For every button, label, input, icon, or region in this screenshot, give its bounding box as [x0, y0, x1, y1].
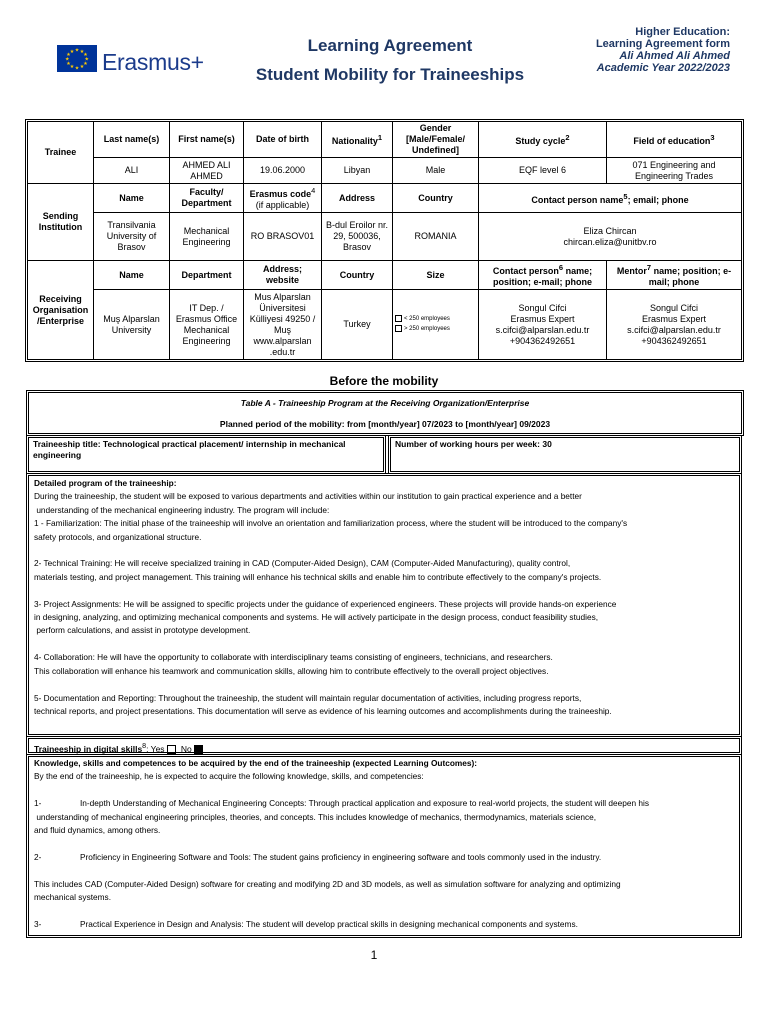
th-last-name: Last name(s) [94, 122, 170, 158]
sending-faculty: Mechanical Engineering [170, 213, 244, 261]
program-line: 4- Collaboration: He will have the opportunity to collaborate with interdisciplinary teams consisting of engineers, technicians, and researchers. [34, 652, 553, 663]
th-sending-name: Name [94, 184, 170, 213]
page-title: Learning Agreement [307, 36, 473, 55]
receiving-country: Turkey [322, 290, 393, 360]
th-receiving-department: Department [170, 261, 244, 290]
th-sending-country: Country [393, 184, 479, 213]
section-heading-before: Before the mobility [329, 374, 439, 388]
page-number: 1 [370, 948, 378, 962]
header-info-line2: Learning Agreement form [595, 38, 730, 50]
digital-skills-label: Traineeship in digital skills [34, 743, 143, 754]
program-line [34, 584, 734, 597]
sending-country: ROMANIA [393, 213, 479, 261]
th-erasmus-code: Erasmus code$^4$ (if applicable) [244, 184, 322, 213]
program-line: technical reports, and project presentations. This documentation will serve as evidence of his learning outcomes and accomplishments during the traineeship. [34, 705, 612, 716]
program-line: materials testing, and project management. This training will enhance his technical skills and enable him to contribute effectively to the company's projects. [34, 571, 602, 582]
program-line [34, 544, 734, 557]
svg-text:★: ★ [83, 52, 88, 58]
svg-text:★: ★ [74, 47, 80, 54]
svg-text:★: ★ [69, 48, 75, 55]
th-date-of-birth: Date of birth [244, 122, 322, 158]
receiving-size [393, 290, 479, 360]
program-line: safety protocols, and organizational structure. [34, 531, 202, 542]
page-subtitle: Student Mobility for Traineeships [255, 65, 525, 84]
program-heading: Detailed program of the traineeship: [34, 478, 177, 488]
th-receiving-name: Name [94, 261, 170, 290]
svg-text:★: ★ [66, 52, 71, 58]
program-line [34, 638, 734, 651]
student-name: Ali Ahmed Ali Ahmed [619, 50, 730, 62]
digital-yes-label: : Yes [146, 743, 165, 754]
table-a-header [28, 392, 742, 434]
outcome-3: 3- Practical Experience in Design and Analysis: The student will develop practical skills in designing mechanical components and systems. [34, 918, 578, 929]
program-line: in designing, analyzing, and optimizing mechanical components and systems. He will actively participate in the design process, conduct feasibility studies, [34, 612, 599, 623]
digital-no-label: No [180, 743, 192, 754]
outcome-1: 1- In-depth Understanding of Mechanical Engineering Concepts: Through practical application and exposure to real-world projects, the student will deepen his [34, 798, 649, 809]
outcomes-intro: By the end of the traineeship, he is expected to acquire the following knowledge, skills, and competencies: [34, 771, 424, 782]
erasmus-brand: Erasmus+ [102, 49, 204, 75]
outcome-2-line2: This includes CAD (Computer-Aided Design) software for creating and modifying 2D and 3D models, as well as simulation software for analyzing and optimizing [34, 878, 621, 889]
checkbox-icon [395, 315, 402, 322]
sending-label: Sending Institution [28, 184, 94, 261]
outcome-1-line2: understanding of mechanical engineering principles, theories, and concepts. This includes knowledge of mechanics, thermodynamics, materials science, [34, 811, 597, 822]
size-option-large[interactable]: > 250 employees [395, 325, 476, 334]
trainee-dob: 19.06.2000 [244, 158, 322, 184]
program-line: 5- Documentation and Reporting: Throughout the traineeship, the student will maintain regular documentation of activities, including progress reports, [34, 692, 582, 703]
trainee-last-name: ALI [94, 158, 170, 184]
learning-outcomes [28, 756, 740, 936]
digital-yes-checkbox[interactable] [167, 745, 176, 754]
th-first-name: First name(s) [170, 122, 244, 158]
trainee-study-cycle: EQF level 6 [479, 158, 607, 184]
receiving-address: Mus Alparslan Üniversitesi Külliyesi 49250 / Muş www.alparslan .edu.tr [244, 290, 322, 360]
planned-period: Planned period of the mobility: from [month/year] 07/2023 to [month/year] 09/2023 [219, 419, 551, 429]
outcome-2-line3: mechanical systems. [34, 892, 112, 903]
th-receiving-country: Country [322, 261, 393, 290]
sending-contact: Eliza Chircan chircan.eliza@unitbv.ro [479, 213, 742, 261]
size-option-small[interactable]: < 250 employees [395, 315, 476, 324]
program-line: This collaboration will enhance his teamwork and communication skills, allowing him to contribute effectively to the overall project objectives. [34, 665, 549, 676]
sending-name: Transilvania University of Brasov [94, 213, 170, 261]
svg-text:★: ★ [66, 61, 71, 67]
th-sending-faculty: Faculty/ Department [170, 184, 244, 213]
th-receiving-contact: Contact person$^6$ name; position; e-mail; phone [479, 261, 607, 290]
program-line: 2- Technical Training: He will receive specialized training in CAD (Computer-Aided Design), CAM (Computer-Aided Manufacturing), quality control, [34, 558, 571, 569]
sending-address: B-dul Eroilor nr. 29, 500036, Brasov [322, 213, 393, 261]
receiving-name: Muş Alparslan University [94, 290, 170, 360]
svg-text:★: ★ [74, 65, 80, 72]
sending-code: RO BRASOV01 [244, 213, 322, 261]
svg-text:★: ★ [69, 64, 75, 71]
header-info [596, 26, 730, 74]
svg-text:★: ★ [79, 64, 85, 71]
receiving-mentor: Songul Cifci Erasmus Expert s.cifci@alparslan.edu.tr +904362492651 [607, 290, 742, 360]
th-gender: Gender [Male/Female/ Undefined] [393, 122, 479, 158]
program-line: During the traineeship, the student will be exposed to various departments and activities within our institution to gain practical experience and a better [34, 491, 582, 502]
digital-no-checkbox[interactable] [194, 745, 203, 754]
svg-text:★: ★ [83, 61, 88, 67]
program-line: 1 - Familiarization: The initial phase of the traineeship will involve an orientation and familiarization process, where the student will be introduced to the company's [34, 518, 628, 529]
eu-flag-logo [57, 45, 97, 72]
th-receiving-mentor: Mentor$^7$ name; position; e-mail; phone [607, 261, 742, 290]
program-line: perform calculations, and assist in prototype development. [34, 625, 251, 636]
th-receiving-address: Address; website [244, 261, 322, 290]
svg-text:★: ★ [79, 48, 85, 55]
receiving-label: Receiving Organisation /Enterprise [28, 261, 94, 360]
checkbox-icon [395, 325, 402, 332]
th-sending-contact: Contact person name$^5$; email; phone [479, 184, 742, 213]
identification-table [27, 121, 742, 360]
outcome-1-line3: and fluid dynamics, among others. [34, 825, 161, 836]
outcomes-heading: Knowledge, skills and competences to be acquired by the end of the traineeship (expected Learning Outcomes): [34, 758, 478, 768]
svg-text:★: ★ [64, 56, 70, 63]
traineeship-title: Traineeship title: Technological practical placement/ internship in mechanical engineering [28, 437, 384, 472]
program-line: understanding of the mechanical engineering industry. The program will include: [34, 504, 330, 515]
digital-skills-row [28, 738, 740, 753]
th-field-of-education: Field of education$^3$ [607, 122, 742, 158]
header-info-line1: Higher Education: [635, 26, 730, 38]
trainee-nationality: Libyan [322, 158, 393, 184]
th-receiving-size: Size [393, 261, 479, 290]
academic-year: Academic Year 2022/2023 [596, 62, 730, 74]
program-line: 3- Project Assignments: He will be assigned to specific projects under the guidance of experienced engineers. These projects will provide hands-on experience [34, 598, 617, 609]
detailed-program [28, 475, 740, 735]
svg-text:★: ★ [84, 56, 90, 63]
th-sending-address: Address [322, 184, 393, 213]
th-study-cycle: Study cycle$^2$ [479, 122, 607, 158]
trainee-label: Trainee [28, 122, 94, 184]
trainee-first-name: AHMED ALI AHMED [170, 158, 244, 184]
receiving-department: IT Dep. / Erasmus Office Mechanical Engineering [170, 290, 244, 360]
working-hours: Number of working hours per week: 30 [390, 437, 740, 472]
trainee-field: 071 Engineering and Engineering Trades [607, 158, 742, 184]
trainee-gender: Male [393, 158, 479, 184]
digital-skills-sup: 8 [142, 742, 147, 750]
outcome-2: 2- Proficiency in Engineering Software and Tools: The student gains proficiency in engineering software and tools commonly used in the industry. [34, 851, 602, 862]
program-line [34, 678, 734, 691]
eu-stars-icon [57, 45, 97, 72]
th-nationality: Nationality$^1$ [322, 122, 393, 158]
table-a-title: Table A - Traineeship Program at the Receiving Organization/Enterprise [240, 398, 530, 408]
receiving-contact: Songul Cifci Erasmus Expert s.cifci@alparslan.edu.tr +904362492651 [479, 290, 607, 360]
